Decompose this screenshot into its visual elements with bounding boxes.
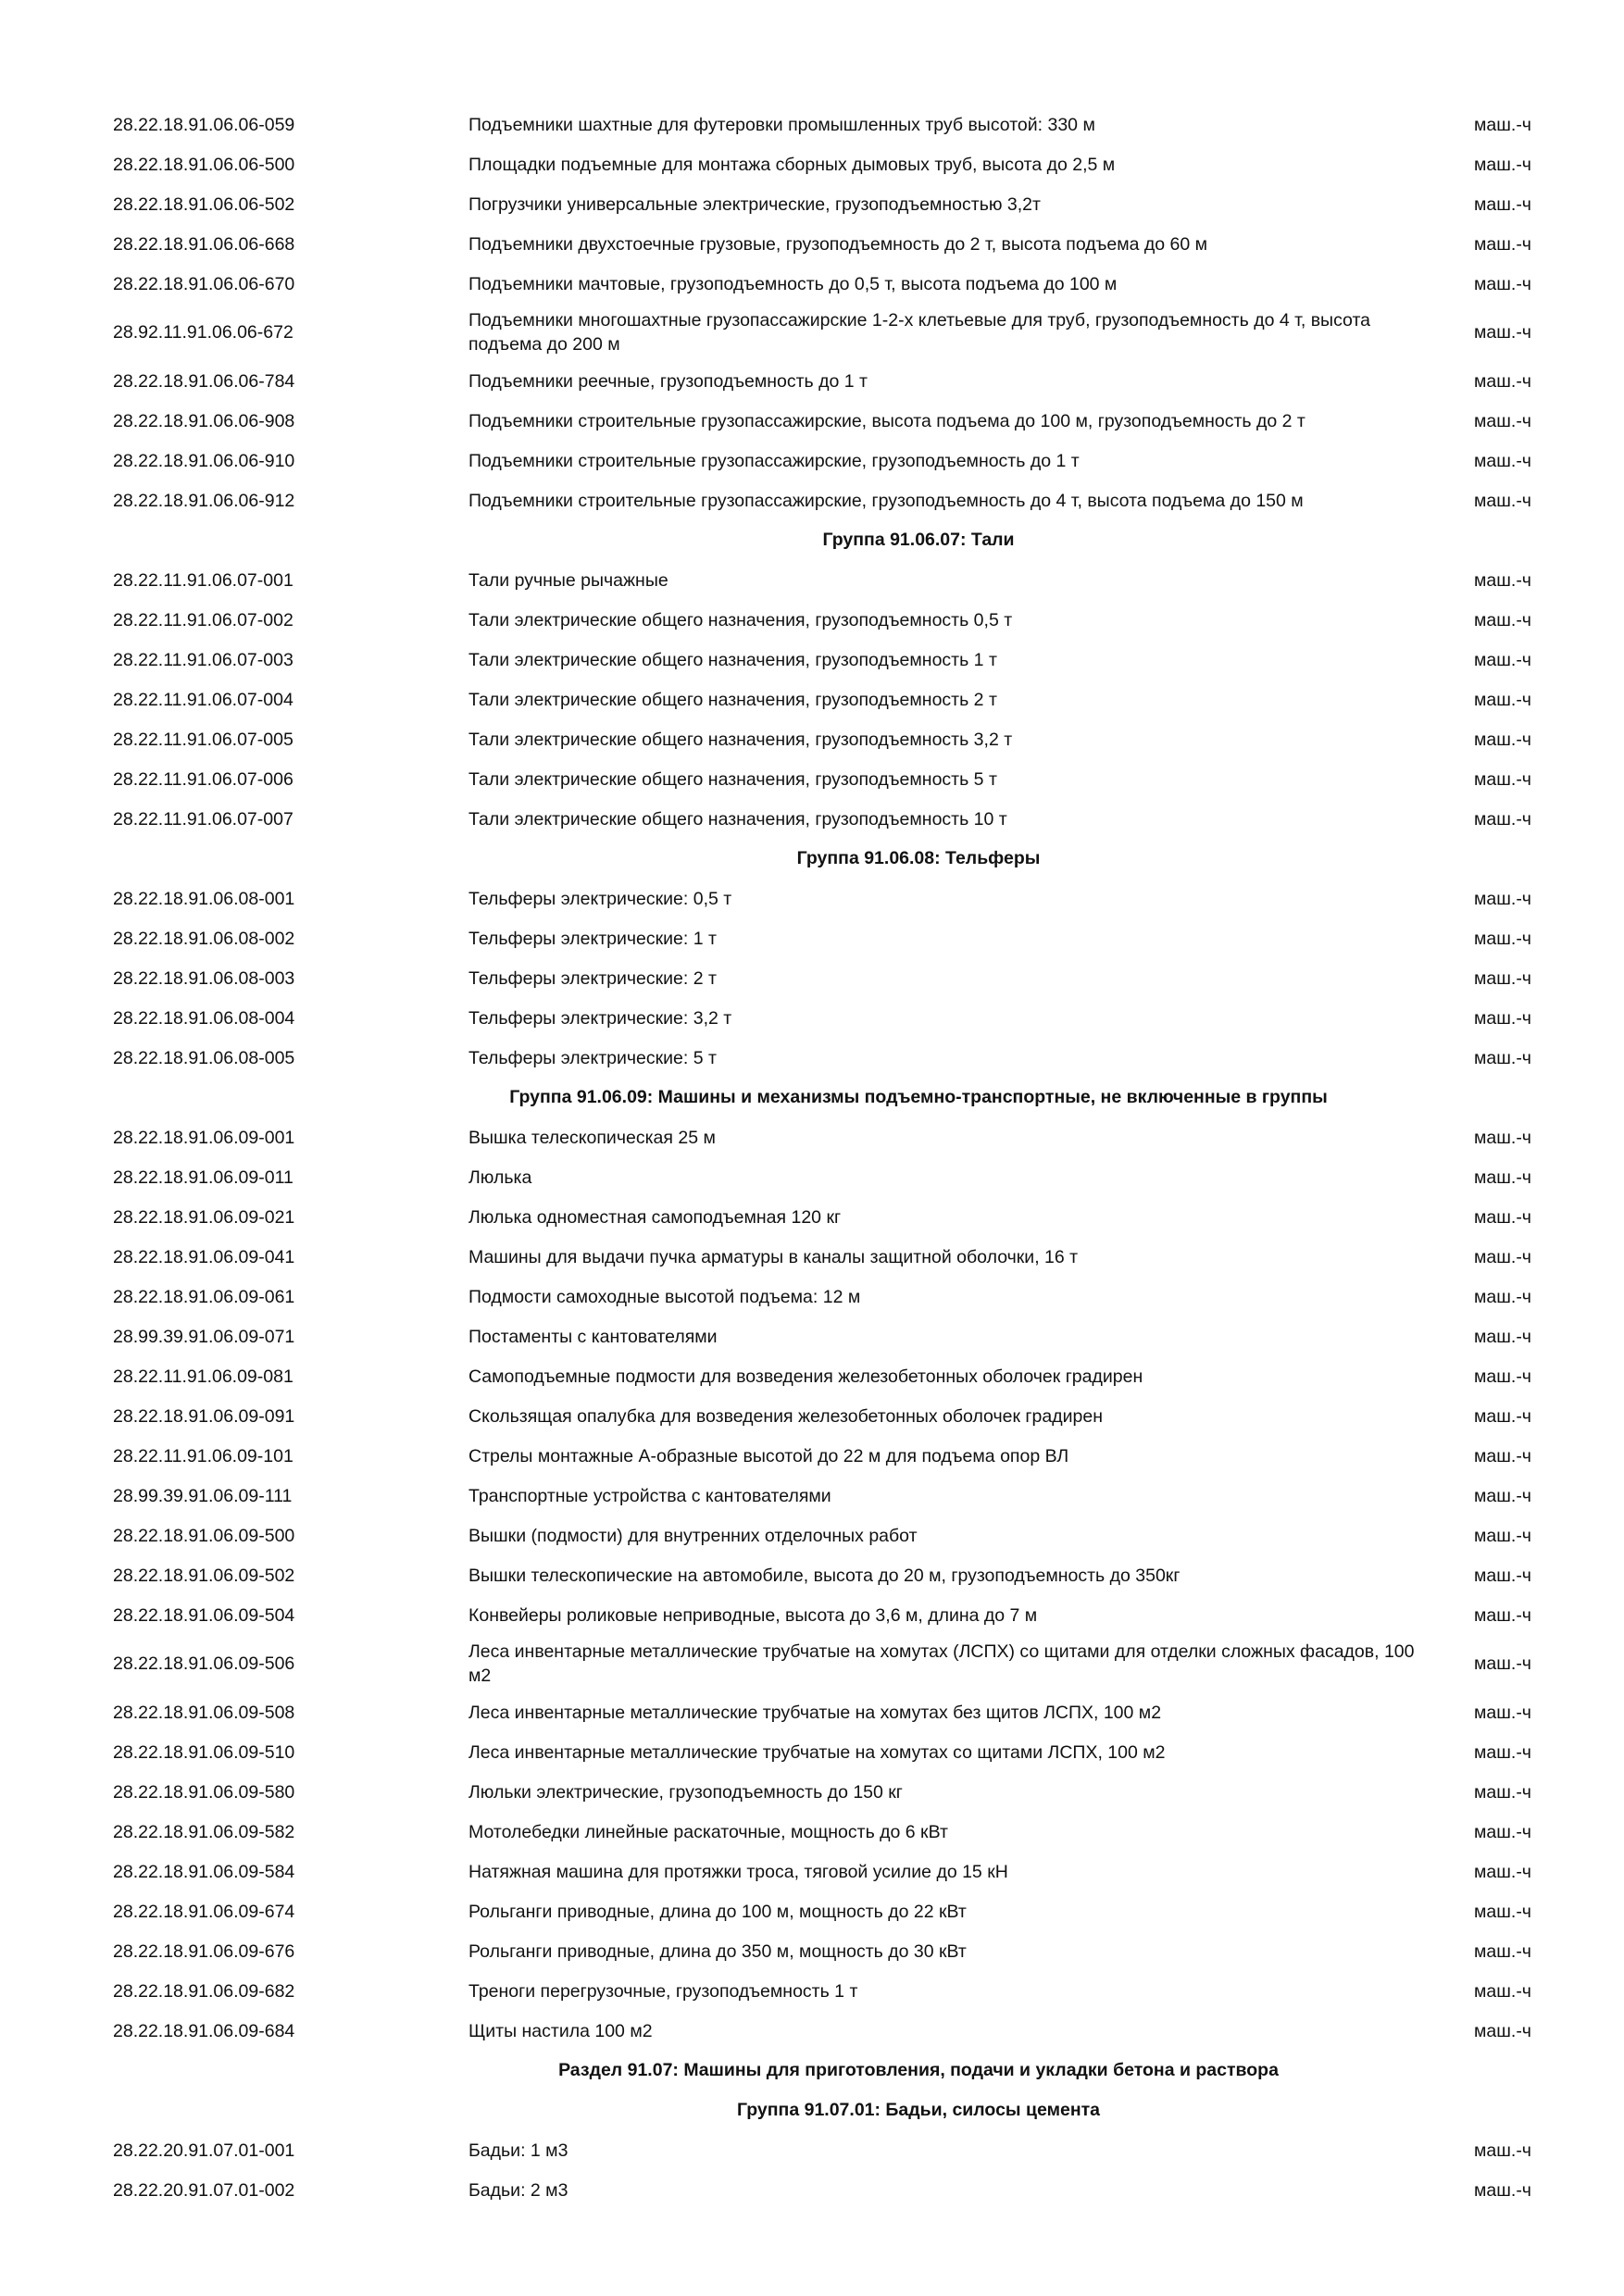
measure-unit: маш.-ч <box>1474 1405 1531 1427</box>
measure-unit: маш.-ч <box>1474 1821 1531 1842</box>
resource-code: 28.22.18.91.06.09-021 <box>113 1206 295 1228</box>
resource-code: 28.22.18.91.06.06-670 <box>113 273 295 294</box>
measure-unit: маш.-ч <box>1474 1741 1531 1763</box>
table-row <box>113 1931 1557 1971</box>
table-row <box>113 1117 1557 1157</box>
resource-code: 28.22.18.91.06.06-908 <box>113 410 295 431</box>
measure-unit: маш.-ч <box>1474 1604 1531 1626</box>
table-row <box>113 361 1557 401</box>
measure-unit: маш.-ч <box>1474 609 1531 630</box>
resource-code: 28.22.11.91.06.09-081 <box>113 1366 294 1387</box>
measure-unit: маш.-ч <box>1474 273 1531 294</box>
measure-unit: маш.-ч <box>1474 808 1531 830</box>
resource-name: Погрузчики универсальные электрические, грузоподъемностью 3,2т <box>468 193 1041 215</box>
table-row <box>113 1852 1557 1891</box>
measure-unit: маш.-ч <box>1474 490 1531 511</box>
resource-code: 28.99.39.91.06.09-071 <box>113 1326 295 1347</box>
table-row <box>113 1732 1557 1772</box>
measure-unit: маш.-ч <box>1474 233 1531 255</box>
resource-name: Тельферы электрические: 2 т <box>468 967 717 989</box>
resource-code: 28.22.11.91.06.07-001 <box>113 569 294 591</box>
group-heading: Группа 91.06.07: Тали <box>822 530 1015 550</box>
table-row <box>113 264 1557 304</box>
measure-unit: маш.-ч <box>1474 1901 1531 1922</box>
measure-unit: маш.-ч <box>1474 729 1531 750</box>
resource-code: 28.22.18.91.06.06-784 <box>113 370 295 392</box>
measure-unit: маш.-ч <box>1474 1485 1531 1506</box>
measure-unit: маш.-ч <box>1474 2020 1531 2041</box>
measure-unit: маш.-ч <box>1474 1565 1531 1586</box>
resource-name: Бадьи: 1 м3 <box>468 2140 568 2161</box>
resource-code: 28.22.11.91.06.07-007 <box>113 808 294 830</box>
table-row <box>113 799 1557 839</box>
table-row <box>113 1356 1557 1396</box>
resource-name: Треноги перегрузочные, грузоподъемность 1 т <box>468 1980 858 2002</box>
resource-code: 28.22.18.91.06.08-001 <box>113 888 295 909</box>
resource-name: Люлька одноместная самоподъемная 120 кг <box>468 1206 842 1228</box>
table-row <box>113 304 1557 361</box>
resource-code: 28.22.18.91.06.09-674 <box>113 1901 295 1922</box>
table-row <box>113 600 1557 640</box>
resource-name: Вышки (подмости) для внутренних отделочных работ <box>468 1525 918 1546</box>
measure-unit: маш.-ч <box>1474 450 1531 471</box>
resource-name: Леса инвентарные металлические трубчатые на хомутах без щитов ЛСПХ, 100 м2 <box>468 1702 1162 1723</box>
resource-code: 28.22.18.91.06.06-910 <box>113 450 295 471</box>
measure-unit: маш.-ч <box>1474 1047 1531 1068</box>
resource-name: Подмости самоходные высотой подъема: 12 м <box>468 1286 861 1307</box>
resource-name: Тали электрические общего назначения, грузоподъемность 3,2 т <box>468 729 1013 750</box>
resource-name: Вышки телескопические на автомобиле, высота до 20 м, грузоподъемность до 350кг <box>468 1565 1181 1586</box>
group-heading: Группа 91.06.08: Тельферы <box>796 848 1041 868</box>
measure-unit: маш.-ч <box>1474 1940 1531 1962</box>
resource-name: Подъемники строительные грузопассажирские, высота подъема до 100 м, грузоподъемность до 2 т <box>468 410 1305 431</box>
resource-name: Постаменты с кантователями <box>468 1326 718 1347</box>
resource-name: Транспортные устройства с кантователями <box>468 1485 831 1506</box>
resource-code: 28.22.11.91.06.07-006 <box>113 768 294 790</box>
resource-name: Конвейеры роликовые неприводные, высота до 3,6 м, длина до 7 м <box>468 1604 1038 1626</box>
table-row <box>113 2130 1557 2170</box>
resource-name: Подъемники реечные, грузоподъемность до 1 т <box>468 370 868 392</box>
table-row <box>113 1516 1557 1555</box>
measure-unit: маш.-ч <box>1474 1653 1531 1674</box>
resource-name: Тельферы электрические: 5 т <box>468 1047 717 1068</box>
resource-name: Щиты настила 100 м2 <box>468 2020 653 2041</box>
table-row <box>113 1971 1557 2011</box>
resource-code: 28.22.20.91.07.01-002 <box>113 2179 295 2201</box>
table-row <box>113 105 1557 144</box>
table-row <box>113 879 1557 918</box>
resource-code: 28.22.18.91.06.06-668 <box>113 233 295 255</box>
table-row <box>113 1316 1557 1356</box>
resource-code: 28.22.18.91.06.09-510 <box>113 1741 295 1763</box>
measure-unit: маш.-ч <box>1474 1445 1531 1466</box>
table-row <box>113 1277 1557 1316</box>
resource-code: 28.22.18.91.06.08-004 <box>113 1007 295 1029</box>
measure-unit: маш.-ч <box>1474 154 1531 175</box>
resource-name: Леса инвентарные металлические трубчатые на хомутах со щитами ЛСПХ, 100 м2 <box>468 1741 1166 1763</box>
resource-name: Тали электрические общего назначения, грузоподъемность 10 т <box>468 808 1007 830</box>
table-row <box>113 918 1557 958</box>
table-row <box>113 480 1557 520</box>
resource-code: 28.22.18.91.06.09-584 <box>113 1861 295 1882</box>
group-heading: Группа 91.07.01: Бадьи, силосы цемента <box>736 2100 1101 2120</box>
resource-code: 28.92.11.91.06.06-672 <box>113 322 294 343</box>
measure-unit: маш.-ч <box>1474 689 1531 710</box>
resource-code: 28.22.18.91.06.09-676 <box>113 1940 295 1962</box>
table-row <box>113 1476 1557 1516</box>
resource-code: 28.22.18.91.06.09-508 <box>113 1702 295 1723</box>
measure-unit: маш.-ч <box>1474 1861 1531 1882</box>
resource-code: 28.22.18.91.06.06-502 <box>113 193 295 215</box>
resource-code: 28.99.39.91.06.09-111 <box>113 1485 293 1506</box>
table-row <box>113 680 1557 719</box>
resource-name: Люльки электрические, грузоподъемность до 150 кг <box>468 1781 903 1803</box>
resource-code: 28.22.18.91.06.06-500 <box>113 154 295 175</box>
resource-name: Подъемники строительные грузопассажирские, грузоподъемность до 1 т <box>468 450 1080 471</box>
resource-code: 28.22.11.91.06.07-005 <box>113 729 294 750</box>
resource-name: Тельферы электрические: 3,2 т <box>468 1007 732 1029</box>
table-row <box>113 1237 1557 1277</box>
resource-code: 28.22.11.91.06.09-101 <box>113 1445 294 1466</box>
measure-unit: маш.-ч <box>1474 322 1531 343</box>
measure-unit: маш.-ч <box>1474 1525 1531 1546</box>
resource-code: 28.22.18.91.06.09-682 <box>113 1980 295 2002</box>
resource-code: 28.22.18.91.06.09-061 <box>113 1286 295 1307</box>
resource-code: 28.22.18.91.06.08-005 <box>113 1047 295 1068</box>
resource-name: Подъемники мачтовые, грузоподъемность до 0,5 т, высота подъема до 100 м <box>468 273 1118 294</box>
resource-name: Машины для выдачи пучка арматуры в каналы защитной оболочки, 16 т <box>468 1246 1079 1267</box>
resource-name: Площадки подъемные для монтажа сборных дымовых труб, высота до 2,5 м <box>468 154 1116 175</box>
table-row <box>113 958 1557 998</box>
measure-unit: маш.-ч <box>1474 888 1531 909</box>
resource-name: Стрелы монтажные А-образные высотой до 22 м для подъема опор ВЛ <box>468 1445 1069 1466</box>
measure-unit: маш.-ч <box>1474 1286 1531 1307</box>
table-row <box>113 184 1557 224</box>
table-row <box>113 640 1557 680</box>
resource-name: Подъемники двухстоечные грузовые, грузоподъемность до 2 т, высота подъема до 60 м <box>468 233 1208 255</box>
table-row <box>113 1555 1557 1595</box>
resource-code: 28.22.18.91.06.09-001 <box>113 1127 295 1148</box>
table-row <box>113 1891 1557 1931</box>
resource-code: 28.22.18.91.06.06-912 <box>113 490 295 511</box>
resource-code: 28.22.18.91.06.09-091 <box>113 1405 295 1427</box>
measure-unit: маш.-ч <box>1474 1167 1531 1188</box>
measure-unit: маш.-ч <box>1474 1702 1531 1723</box>
table-row <box>113 719 1557 759</box>
resource-name: Люлька <box>468 1167 532 1188</box>
measure-unit: маш.-ч <box>1474 114 1531 135</box>
table-row <box>113 759 1557 799</box>
measure-unit: маш.-ч <box>1474 1366 1531 1387</box>
measure-unit: маш.-ч <box>1474 1007 1531 1029</box>
resource-name: Тали электрические общего назначения, грузоподъемность 1 т <box>468 649 997 670</box>
resource-code: 28.22.18.91.06.09-684 <box>113 2020 295 2041</box>
resource-name: Бадьи: 2 м3 <box>468 2179 568 2201</box>
table-row <box>113 1157 1557 1197</box>
table-row <box>113 2170 1557 2210</box>
measure-unit: маш.-ч <box>1474 410 1531 431</box>
table-row <box>113 1692 1557 1732</box>
measure-unit: маш.-ч <box>1474 768 1531 790</box>
resource-code: 28.22.18.91.06.06-059 <box>113 114 295 135</box>
measure-unit: маш.-ч <box>1474 1127 1531 1148</box>
resource-name: Тали ручные рычажные <box>468 569 668 591</box>
table-row <box>113 1436 1557 1476</box>
resource-code: 28.22.11.91.06.07-004 <box>113 689 294 710</box>
table-row <box>113 1595 1557 1635</box>
measure-unit: маш.-ч <box>1474 1206 1531 1228</box>
resource-name: Тали электрические общего назначения, грузоподъемность 5 т <box>468 768 997 790</box>
measure-unit: маш.-ч <box>1474 2179 1531 2201</box>
resource-name: Натяжная машина для протяжки троса, тяговой усилие до 15 кН <box>468 1861 1008 1882</box>
table-row <box>113 1396 1557 1436</box>
resource-code: 28.22.18.91.06.09-580 <box>113 1781 295 1803</box>
table-row <box>113 401 1557 441</box>
measure-unit: маш.-ч <box>1474 1326 1531 1347</box>
table-row <box>113 560 1557 600</box>
resource-name: Скользящая опалубка для возведения железобетонных оболочек градирен <box>468 1405 1103 1427</box>
resource-name: Рольганги приводные, длина до 350 м, мощность до 30 кВт <box>468 1940 967 1962</box>
measure-unit: маш.-ч <box>1474 1781 1531 1803</box>
resource-name: Вышка телескопическая 25 м <box>468 1127 716 1148</box>
measure-unit: маш.-ч <box>1474 193 1531 215</box>
resource-code: 28.22.18.91.06.09-582 <box>113 1821 295 1842</box>
measure-unit: маш.-ч <box>1474 967 1531 989</box>
resource-code: 28.22.18.91.06.09-041 <box>113 1246 295 1267</box>
resource-name: Мотолебедки линейные раскаточные, мощность до 6 кВт <box>468 1821 948 1842</box>
resource-code: 28.22.18.91.06.09-506 <box>113 1653 295 1674</box>
table-row <box>113 2011 1557 2051</box>
resource-name: Самоподъемные подмости для возведения железобетонных оболочек градирен <box>468 1366 1143 1387</box>
measure-unit: маш.-ч <box>1474 1246 1531 1267</box>
measure-unit: маш.-ч <box>1474 2140 1531 2161</box>
resource-name: Тельферы электрические: 0,5 т <box>468 888 732 909</box>
resource-code: 28.22.18.91.06.09-504 <box>113 1604 295 1626</box>
table-row <box>113 1812 1557 1852</box>
group-heading: Группа 91.06.09: Машины и механизмы подъемно-транспортные, не включенные в группы <box>509 1087 1328 1107</box>
resource-name: Тельферы электрические: 1 т <box>468 928 717 949</box>
measure-unit: маш.-ч <box>1474 1980 1531 2002</box>
resource-name: Подъемники шахтные для футеровки промышленных труб высотой: 330 м <box>468 114 1095 135</box>
document-page <box>113 105 1557 2210</box>
table-row <box>113 1772 1557 1812</box>
resource-code: 28.22.11.91.06.07-002 <box>113 609 294 630</box>
resource-name: Рольганги приводные, длина до 100 м, мощность до 22 кВт <box>468 1901 967 1922</box>
table-row <box>113 1197 1557 1237</box>
measure-unit: маш.-ч <box>1474 370 1531 392</box>
resource-code: 28.22.18.91.06.09-500 <box>113 1525 295 1546</box>
table-row <box>113 441 1557 480</box>
resource-name: Леса инвентарные металлические трубчатые на хомутах (ЛСПХ) со щитами для отделки сложных фасадов, 100 м2 <box>468 1641 1415 1686</box>
resource-name: Тали электрические общего назначения, грузоподъемность 0,5 т <box>468 609 1013 630</box>
resource-code: 28.22.18.91.06.09-011 <box>113 1167 294 1188</box>
table-row <box>113 144 1557 184</box>
resource-code: 28.22.18.91.06.08-003 <box>113 967 295 989</box>
resource-name: Подъемники строительные грузопассажирские, грузоподъемность до 4 т, высота подъема до 150 м <box>468 490 1304 511</box>
resource-code: 28.22.11.91.06.07-003 <box>113 649 294 670</box>
measure-unit: маш.-ч <box>1474 928 1531 949</box>
table-row <box>113 998 1557 1038</box>
resource-code: 28.22.18.91.06.09-502 <box>113 1565 295 1586</box>
group-heading: Раздел 91.07: Машины для приготовления, подачи и укладки бетона и раствора <box>558 2060 1279 2080</box>
resource-code: 28.22.18.91.06.08-002 <box>113 928 295 949</box>
resource-name: Подъемники многошахтные грузопассажирские 1-2-х клетьевые для труб, грузоподъемность до 4 т, высота подъема до 200 м <box>468 310 1371 355</box>
table-row <box>113 1038 1557 1078</box>
table-row <box>113 224 1557 264</box>
measure-unit: маш.-ч <box>1474 649 1531 670</box>
measure-unit: маш.-ч <box>1474 569 1531 591</box>
resource-code: 28.22.20.91.07.01-001 <box>113 2140 295 2161</box>
table-row <box>113 1635 1557 1692</box>
resource-name: Тали электрические общего назначения, грузоподъемность 2 т <box>468 689 997 710</box>
